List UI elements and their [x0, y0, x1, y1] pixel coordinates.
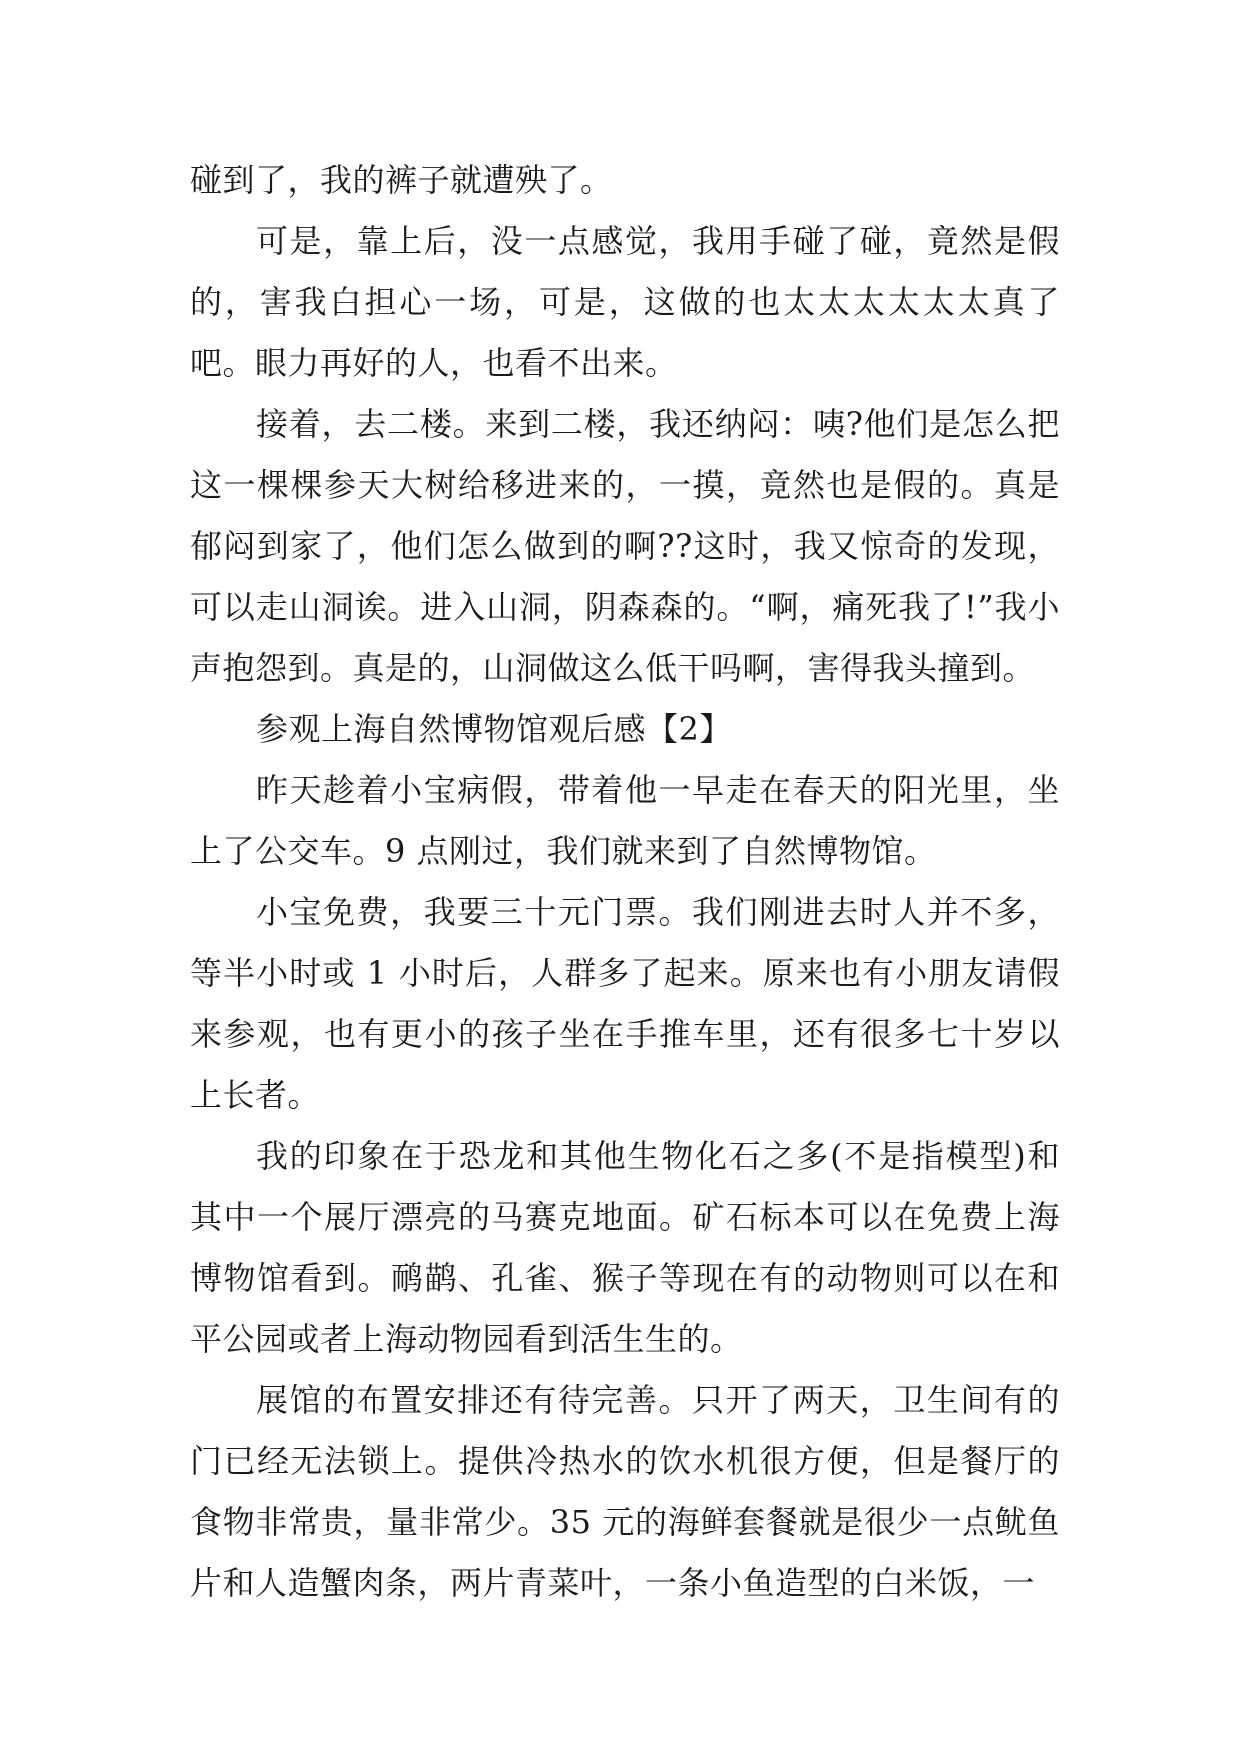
- paragraph: 接着，去二楼。来到二楼，我还纳闷：咦?他们是怎么把这一棵棵参天大树给移进来的，一摸，竟然也是假的。真是郁闷到家了，他们怎么做到的啊??这时，我又惊奇的发现，可以走山洞诶。进入山洞，阴森森的。“啊，痛死我了!”我小声抱怨到。真是的，山洞做这么低干吗啊，害得我头撞到。: [190, 405, 1060, 687]
- paragraph: 可是，靠上后，没一点感觉，我用手碰了碰，竟然是假的，害我白担心一场，可是，这做的也太太太太太太真了吧。眼力再好的人，也看不出来。: [190, 222, 1060, 382]
- paragraph: 展馆的布置安排还有待完善。只开了两天，卫生间有的门已经无法锁上。提供冷热水的饮水机很方便，但是餐厅的食物非常贵，量非常少。35 元的海鲜套餐就是很少一点鱿鱼片和人造蟹肉条，两片青菜叶，一条小鱼造型的白米饭，一: [190, 1381, 1060, 1602]
- paragraph: 我的印象在于恐龙和其他生物化石之多(不是指模型)和其中一个展厅漂亮的马赛克地面。矿石标本可以在免费上海博物馆看到。鸸鹋、孔雀、猴子等现在有的动物则可以在和平公园或者上海动物园看到活生生的。: [190, 1137, 1060, 1358]
- document-page: [190, 150, 1060, 1614]
- paragraph: 碰到了，我的裤子就遭殃了。: [190, 161, 613, 199]
- paragraph: 小宝免费，我要三十元门票。我们刚进去时人并不多，等半小时或 1 小时后，人群多了起来。原来也有小朋友请假来参观，也有更小的孩子坐在手推车里，还有很多七十岁以上长者。: [190, 893, 1060, 1114]
- section-heading: 参观上海自然博物馆观后感【2】: [256, 710, 732, 748]
- paragraph: 昨天趁着小宝病假，带着他一早走在春天的阳光里，坐上了公交车。9 点刚过，我们就来到了自然博物馆。: [190, 771, 1060, 870]
